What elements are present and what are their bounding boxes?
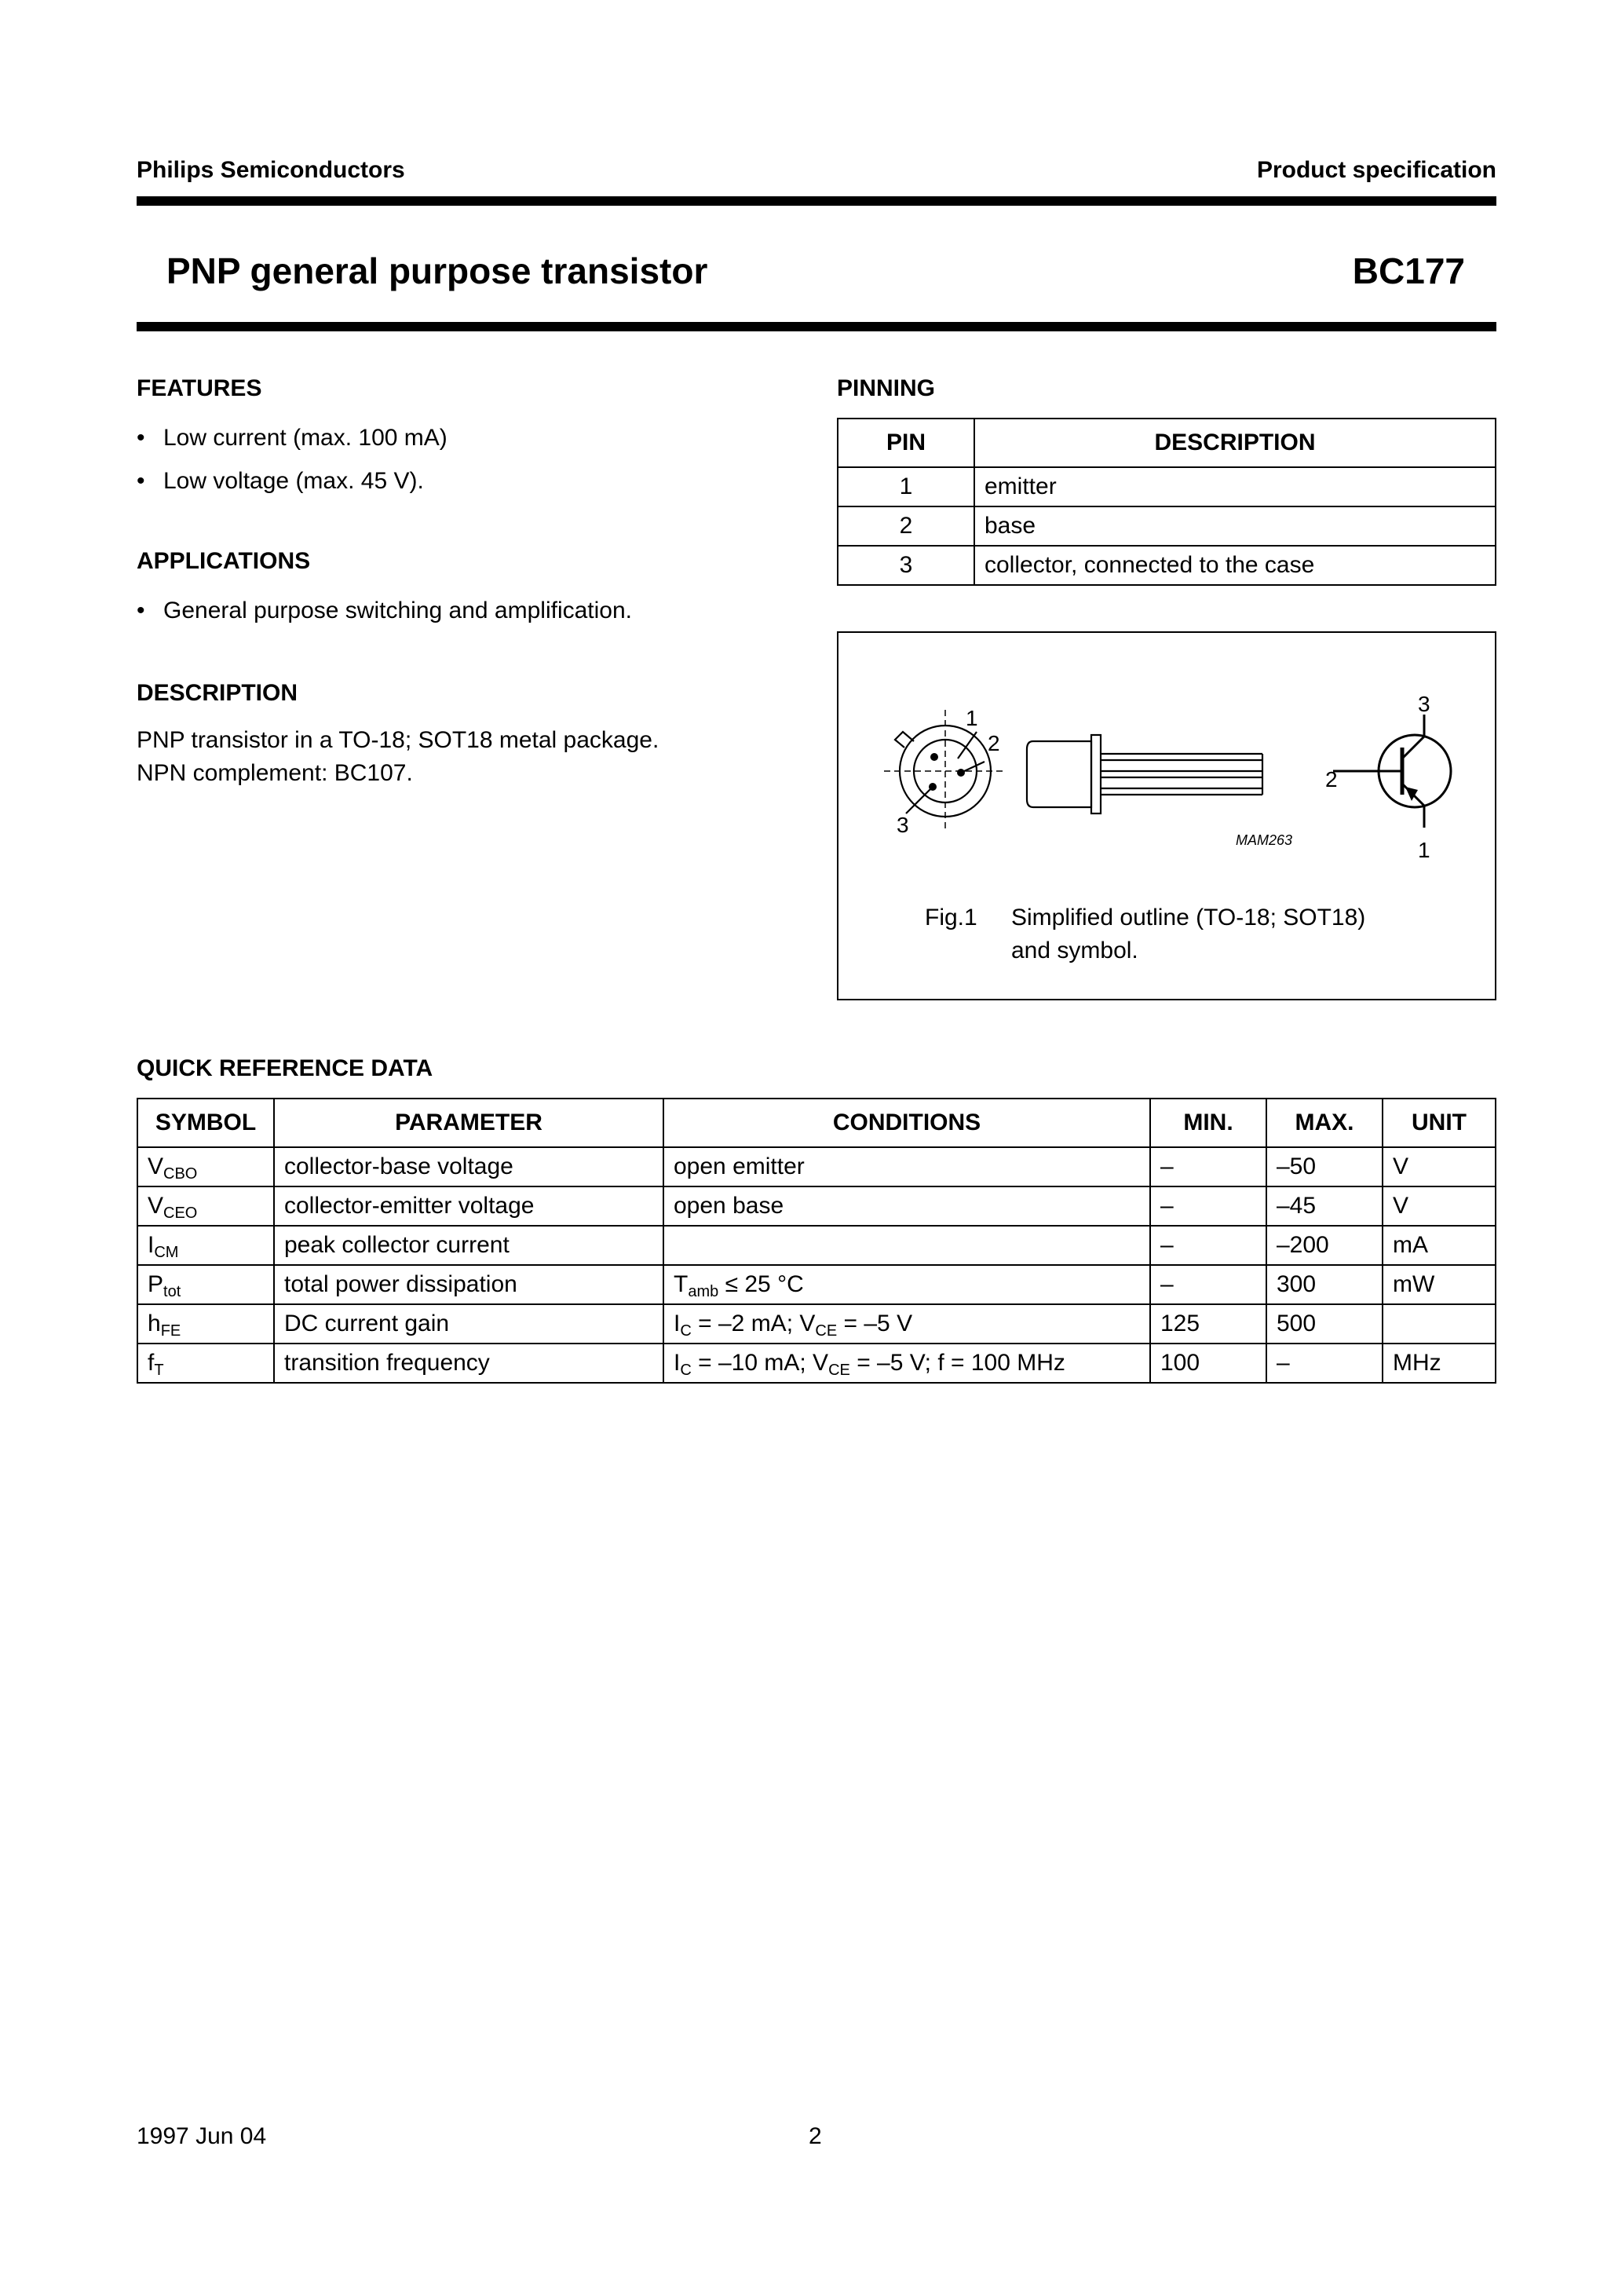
conditions-cell: open emitter xyxy=(663,1147,1150,1186)
min-cell: – xyxy=(1150,1226,1266,1265)
table-row xyxy=(137,1304,1496,1344)
doc-type: Product specification xyxy=(1256,157,1496,183)
conditions-cell: open base xyxy=(663,1186,1150,1226)
page-title: PNP general purpose transistor xyxy=(166,250,708,291)
pnp-transistor-symbol xyxy=(1333,715,1451,828)
parameter-cell: transition frequency xyxy=(274,1344,663,1383)
min-col-header: MIN. xyxy=(1150,1099,1266,1147)
figure-label: Fig.1 xyxy=(925,905,977,930)
table-row xyxy=(137,1344,1496,1383)
pin-description: emitter xyxy=(974,467,1496,506)
unit-col-header: UNIT xyxy=(1383,1099,1496,1147)
figure-caption-line: and symbol. xyxy=(1011,938,1138,963)
outline-pin-2: 2 xyxy=(988,731,1000,755)
footer-date: 1997 Jun 04 xyxy=(137,2123,267,2149)
max-col-header: MAX. xyxy=(1266,1099,1383,1147)
symbol-cell: $V_{CEO}$ xyxy=(137,1186,274,1226)
conditions-col-header: CONDITIONS xyxy=(663,1099,1150,1147)
feature-item: • Low voltage (max. 45 V). xyxy=(137,459,765,503)
parameter-cell: total power dissipation xyxy=(274,1265,663,1304)
symbol-cell: $V_{CBO}$ xyxy=(137,1147,274,1186)
min-cell: 125 xyxy=(1150,1304,1266,1344)
description-col-header: DESCRIPTION xyxy=(974,419,1496,467)
figure-box xyxy=(837,631,1496,1000)
table-row xyxy=(137,1186,1496,1226)
symbol-cell: $P_{tot}$ xyxy=(137,1265,274,1304)
table-row xyxy=(838,506,1496,546)
conditions-cell: $I_C = -2$ mA; $V_{CE} = -5$ V xyxy=(663,1304,1150,1344)
table-row xyxy=(137,1265,1496,1304)
pin-description: collector, connected to the case xyxy=(974,546,1496,585)
symbol-pin-1: 1 xyxy=(1418,838,1430,862)
description-line: PNP transistor in a TO-18; SOT18 metal package. xyxy=(137,727,659,753)
max-cell: 500 xyxy=(1266,1304,1383,1344)
table-row xyxy=(137,1147,1496,1186)
description-text xyxy=(137,724,812,790)
table-row xyxy=(838,546,1496,585)
header-rule xyxy=(137,196,1496,206)
min-cell: – xyxy=(1150,1147,1266,1186)
side-view-outline xyxy=(1027,735,1262,813)
max-cell: –45 xyxy=(1266,1186,1383,1226)
outline-pin-1: 1 xyxy=(966,706,978,730)
part-number: BC177 xyxy=(1352,250,1465,291)
parameter-cell: DC current gain xyxy=(274,1304,663,1344)
unit-cell: V xyxy=(1383,1186,1496,1226)
symbol-cell: $h_{FE}$ xyxy=(137,1304,274,1344)
min-cell: – xyxy=(1150,1265,1266,1304)
unit-cell: MHz xyxy=(1383,1344,1496,1383)
pin-description: base xyxy=(974,506,1496,546)
parameter-cell: collector-base voltage xyxy=(274,1147,663,1186)
feature-item: • Low current (max. 100 mA) xyxy=(137,416,765,459)
unit-cell: V xyxy=(1383,1147,1496,1186)
min-cell: – xyxy=(1150,1186,1266,1226)
outline-pin-3: 3 xyxy=(897,813,909,837)
pin-number: 3 xyxy=(838,546,974,585)
symbol-pin-3: 3 xyxy=(1418,692,1430,716)
page-number: 2 xyxy=(809,2123,822,2149)
parameter-col-header: PARAMETER xyxy=(274,1099,663,1147)
conditions-cell: $T_{amb} \le 25$ °C xyxy=(663,1265,1150,1304)
conditions-cell xyxy=(663,1226,1150,1265)
applications-heading: APPLICATIONS xyxy=(137,548,311,574)
figure-code: MAM263 xyxy=(1236,832,1293,848)
max-cell: – xyxy=(1266,1344,1383,1383)
figure-caption-line: Simplified outline (TO-18; SOT18) xyxy=(1011,905,1366,930)
unit-cell: mA xyxy=(1383,1226,1496,1265)
features-list xyxy=(137,416,765,503)
pin-col-header: PIN xyxy=(838,419,974,467)
applications-list xyxy=(137,589,796,632)
parameter-cell: peak collector current xyxy=(274,1226,663,1265)
symbol-cell: $I_{CM}$ xyxy=(137,1226,274,1265)
max-cell: 300 xyxy=(1266,1265,1383,1304)
quick-reference-table xyxy=(137,1098,1496,1384)
parameter-cell: collector-emitter voltage xyxy=(274,1186,663,1226)
max-cell: –200 xyxy=(1266,1226,1383,1265)
pinning-heading: PINNING xyxy=(837,375,936,401)
symbol-pin-2: 2 xyxy=(1325,767,1338,792)
figure-caption xyxy=(1011,901,1365,967)
table-row xyxy=(137,1226,1496,1265)
unit-cell: mW xyxy=(1383,1265,1496,1304)
description-heading: DESCRIPTION xyxy=(137,680,298,706)
application-item: • General purpose switching and amplification. xyxy=(137,589,796,632)
symbol-cell: $f_T$ xyxy=(137,1344,274,1383)
unit-cell xyxy=(1383,1304,1496,1344)
pinning-table xyxy=(837,418,1496,586)
description-line: NPN complement: BC107. xyxy=(137,760,413,786)
conditions-cell: $I_C = -10$ mA; $V_{CE} = -5$ V; f = 100 MHz xyxy=(663,1344,1150,1383)
max-cell: –50 xyxy=(1266,1147,1383,1186)
qrd-heading: QUICK REFERENCE DATA xyxy=(137,1055,433,1081)
pin-number: 1 xyxy=(838,467,974,506)
package-drawing xyxy=(838,633,1494,868)
min-cell: 100 xyxy=(1150,1344,1266,1383)
pin-number: 2 xyxy=(838,506,974,546)
symbol-col-header: SYMBOL xyxy=(137,1099,274,1147)
company-name: Philips Semiconductors xyxy=(137,157,405,183)
features-heading: FEATURES xyxy=(137,375,262,401)
table-row xyxy=(838,467,1496,506)
title-rule xyxy=(137,322,1496,331)
